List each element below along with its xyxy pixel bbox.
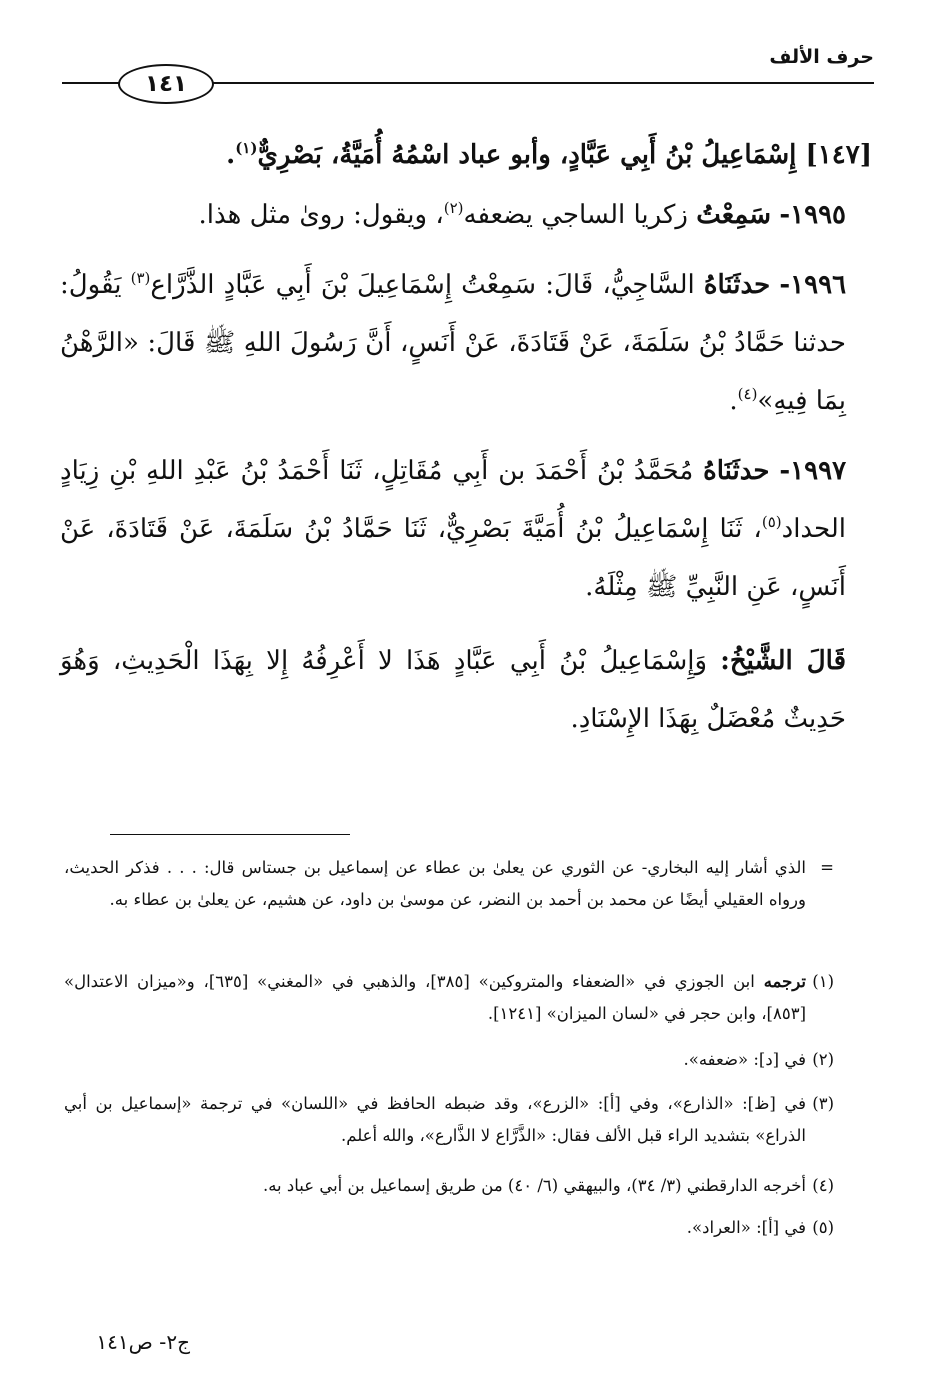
page-number [118, 64, 214, 104]
footnote-mark: (١) [812, 972, 834, 991]
footnote-mark: = [820, 858, 834, 877]
footnote-4 [64, 1170, 834, 1202]
footnote-mark: (٣) [812, 1094, 834, 1113]
entry-note-ref: (١) [235, 139, 258, 157]
narration-number: ١٩٩٧- [779, 456, 847, 486]
footnote-text: ابن الجوزي في «الضعفاء والمتروكين» [٣٨٥]، والذهبي في «المغني» [٦٣٥]، و«ميزان الاعتدال» [٨٥٣]، وابن حجر في «لسان الميزان» [١٢٤١]. [64, 972, 806, 1023]
narration-1997 [60, 442, 846, 616]
narration-1995 [100, 186, 846, 244]
narration-1996 [60, 256, 846, 430]
footnote-mark: (٥) [812, 1218, 834, 1237]
narration-text: مُحَمَّدُ بْنُ أَحْمَدَ بن أَبِي مُقَاتِلٍ، ثَنَا أَحْمَدُ بْنُ عَبْدِ اللهِ بْنِ زِيَادٍ الحداد [60, 456, 846, 544]
footnote-text: أخرجه الدارقطني (٣/ ٣٤)، والبيهقي (٦/ ٤٠) من طريق إسماعيل بن أبي عباد به. [262, 1176, 806, 1195]
footnote-separator [110, 834, 350, 835]
narration-text-cont: ، ويقول: روىٰ مثل هذا. [198, 200, 444, 230]
narration-lead: حدثَنَاهُ [703, 456, 770, 486]
entry-end: . [226, 140, 236, 170]
narration-note-ref: (٣) [130, 269, 151, 287]
narration-note-ref: (٢) [443, 199, 464, 217]
footnote-mark: (٢) [812, 1050, 834, 1069]
footnote-text: في [ظ]: «الذارع»، وفي [أ]: «الزرع»، وقد ضبطه الحافظ في «اللسان» في ترجمة «إسماعيل بن أبي الذراع» بتشديد الراء قبل الألف فقال: «الذَّرَّاع لا الذَّارع»، والله أعلم. [64, 1094, 806, 1145]
footnote-5 [64, 1212, 834, 1244]
shaykh-lead: قَالَ الشَّيْخُ: [720, 646, 847, 676]
footnote-3 [64, 1088, 834, 1152]
narration-text-cont: ، ثَنَا إِسْمَاعِيلُ بْنُ أُمَيَّةَ بَصْرِيٌّ، ثَنَا حَمَّادُ بْنُ سَلَمَةَ، عَنْ قَتَادَةَ، عَنْ أَنَسٍ، عَنِ النَّبِيِّ ﷺ مِثْلَهُ. [60, 514, 846, 602]
footnote-text: الذي أشار إليه البخاري- عن الثوري عن يعلىٰ بن عطاء عن إسماعيل بن جستاس قال: . . . فذكر الحديث، ورواه العقيلي أيضًا عن محمد بن أحمد بن النضر، عن موسىٰ بن داود، عن هشيم، عن يعلىٰ بن عطاء به. [64, 858, 806, 909]
footnote-1 [64, 966, 834, 1030]
volume-page-signature: ج٢- ص١٤١ [96, 1330, 190, 1354]
entry-heading [100, 126, 872, 184]
shaykh-comment [60, 632, 846, 748]
narration-note-ref: (٥) [761, 513, 782, 531]
shaykh-text: وَإِسْمَاعِيلُ بْنُ أَبِي عَبَّادٍ هَذَا لا أَعْرِفُهُ إِلا بِهَذَا الْحَدِيثِ، وَهُوَ حَدِيثٌ مُعْضَلٌ بِهَذَا الإِسْنَادِ. [60, 646, 846, 734]
footnote-text: في [د]: «ضعفه». [683, 1050, 806, 1069]
page-number-text: ١٤١ [144, 71, 188, 97]
narration-number: ١٩٩٥- [779, 200, 846, 230]
entry-number: [١٤٧] [805, 140, 872, 170]
narration-text-cont: يَقُولُ: حدثنا حَمَّادُ بْنُ سَلَمَةَ، عَنْ قَتَادَةَ، عَنْ أَنَسٍ، أَنَّ رَسُولَ اللهِ ﷺ قَالَ: «الرَّهْنُ بِمَا فِيهِ» [60, 270, 846, 416]
narration-number: ١٩٩٦- [779, 270, 847, 300]
narration-text: السَّاجِيُّ، قَالَ: سَمِعْتُ إِسْمَاعِيلَ بْنَ أَبِي عَبَّادٍ الذَّرَّاع [150, 270, 695, 300]
narration-text-end: . [729, 386, 738, 416]
narration-text: زكريا الساجي يضعفه [463, 200, 688, 230]
narration-note-ref-2: (٤) [737, 385, 758, 403]
narration-lead: سَمِعْتُ [696, 200, 772, 230]
running-header: حرف الألف [769, 46, 874, 68]
entry-title: إِسْمَاعِيلُ بْنُ أَبِي عَبَّادٍ، وأبو عباد اسْمُهُ أُمَيَّةُ، بَصْرِيٌّ [257, 140, 797, 170]
footnote-lead: ترجمه [763, 972, 806, 991]
footnote-2 [64, 1044, 834, 1076]
footnote-mark: (٤) [812, 1176, 834, 1195]
footnote-continuation [64, 852, 834, 916]
footnote-text: في [أ]: «العراد». [686, 1218, 806, 1237]
narration-lead: حدثَنَاهُ [703, 270, 771, 300]
